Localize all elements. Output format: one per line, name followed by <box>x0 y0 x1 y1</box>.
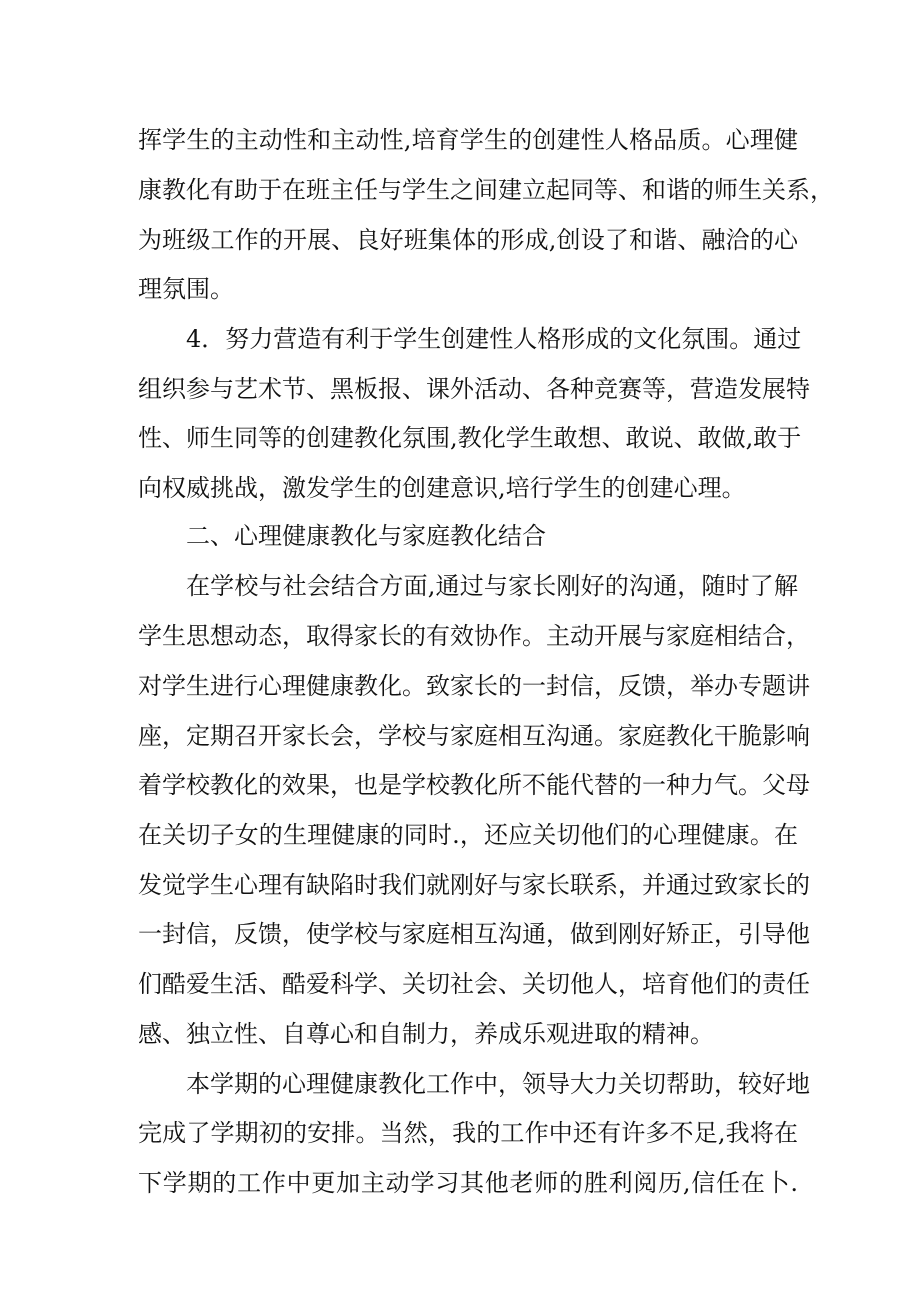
text-line: 向权威挑战，激发学生的创建意识,培行学生的创建心理。 <box>138 474 746 502</box>
text-line: 在学校与社会结合方面,通过与家长刚好的沟通，随时了解 <box>186 572 798 600</box>
text-line: 发觉学生心理有缺陷时我们就刚好与家长联系，并通过致家长的 <box>138 871 810 899</box>
text-line: 康教化有助于在班主任与学生之间建立起同等、和谐的师生关系， <box>138 176 834 204</box>
text-line: 性、师生同等的创建教化氛围,教化学生敢想、敢说、敢做,敢于 <box>138 424 802 452</box>
text-line: 4．努力营造有利于学生创建性人格形成的文化氛围。通过 <box>186 325 802 353</box>
text-line: 理氛围。 <box>138 275 234 303</box>
text-line: 感、独立性、自尊心和自制力，养成乐观进取的精神。 <box>138 1020 714 1048</box>
text-line: 学生思想动态，取得家长的有效协作。主动开展与家庭相结合， <box>138 622 810 650</box>
text-line: 下学期的工作中更加主动学习其他老师的胜利阅历,信任在卜. <box>138 1169 798 1197</box>
text-line: 挥学生的主动性和主动性,培育学生的创建性人格品质。心理健 <box>138 126 798 154</box>
text-line: 本学期的心理健康教化工作中，领导大力关切帮助，较好地 <box>186 1070 810 1098</box>
text-line: 一封信，反馈，使学校与家庭相互沟通，做到刚好矫正，引导他 <box>138 920 810 948</box>
section-heading: 二、心理健康教化与家庭教化结合 <box>186 522 546 550</box>
text-line: 们酷爱生活、酷爱科学、关切社会、关切他人，培育他们的责任 <box>138 970 810 998</box>
text-line: 完成了学期初的安排。当然，我的工作中还有许多不足,我将在 <box>138 1119 798 1147</box>
text-line: 对学生进行心理健康教化。致家长的一封信，反馈，举办专题讲 <box>138 672 810 700</box>
text-line: 在关切子女的生理健康的同时.，还应关切他们的心理健康。在 <box>138 821 798 849</box>
text-line: 组织参与艺术节、黑板报、课外活动、各种竞赛等，营造发展特 <box>138 375 810 403</box>
text-line: 为班级工作的开展、良好班集体的形成,创设了和谐、融洽的心 <box>138 226 798 254</box>
text-line: 座，定期召开家长会，学校与家庭相互沟通。家庭教化干脆影响 <box>138 722 810 750</box>
text-line: 着学校教化的效果，也是学校教化所不能代替的一种力气。父母 <box>138 771 810 799</box>
